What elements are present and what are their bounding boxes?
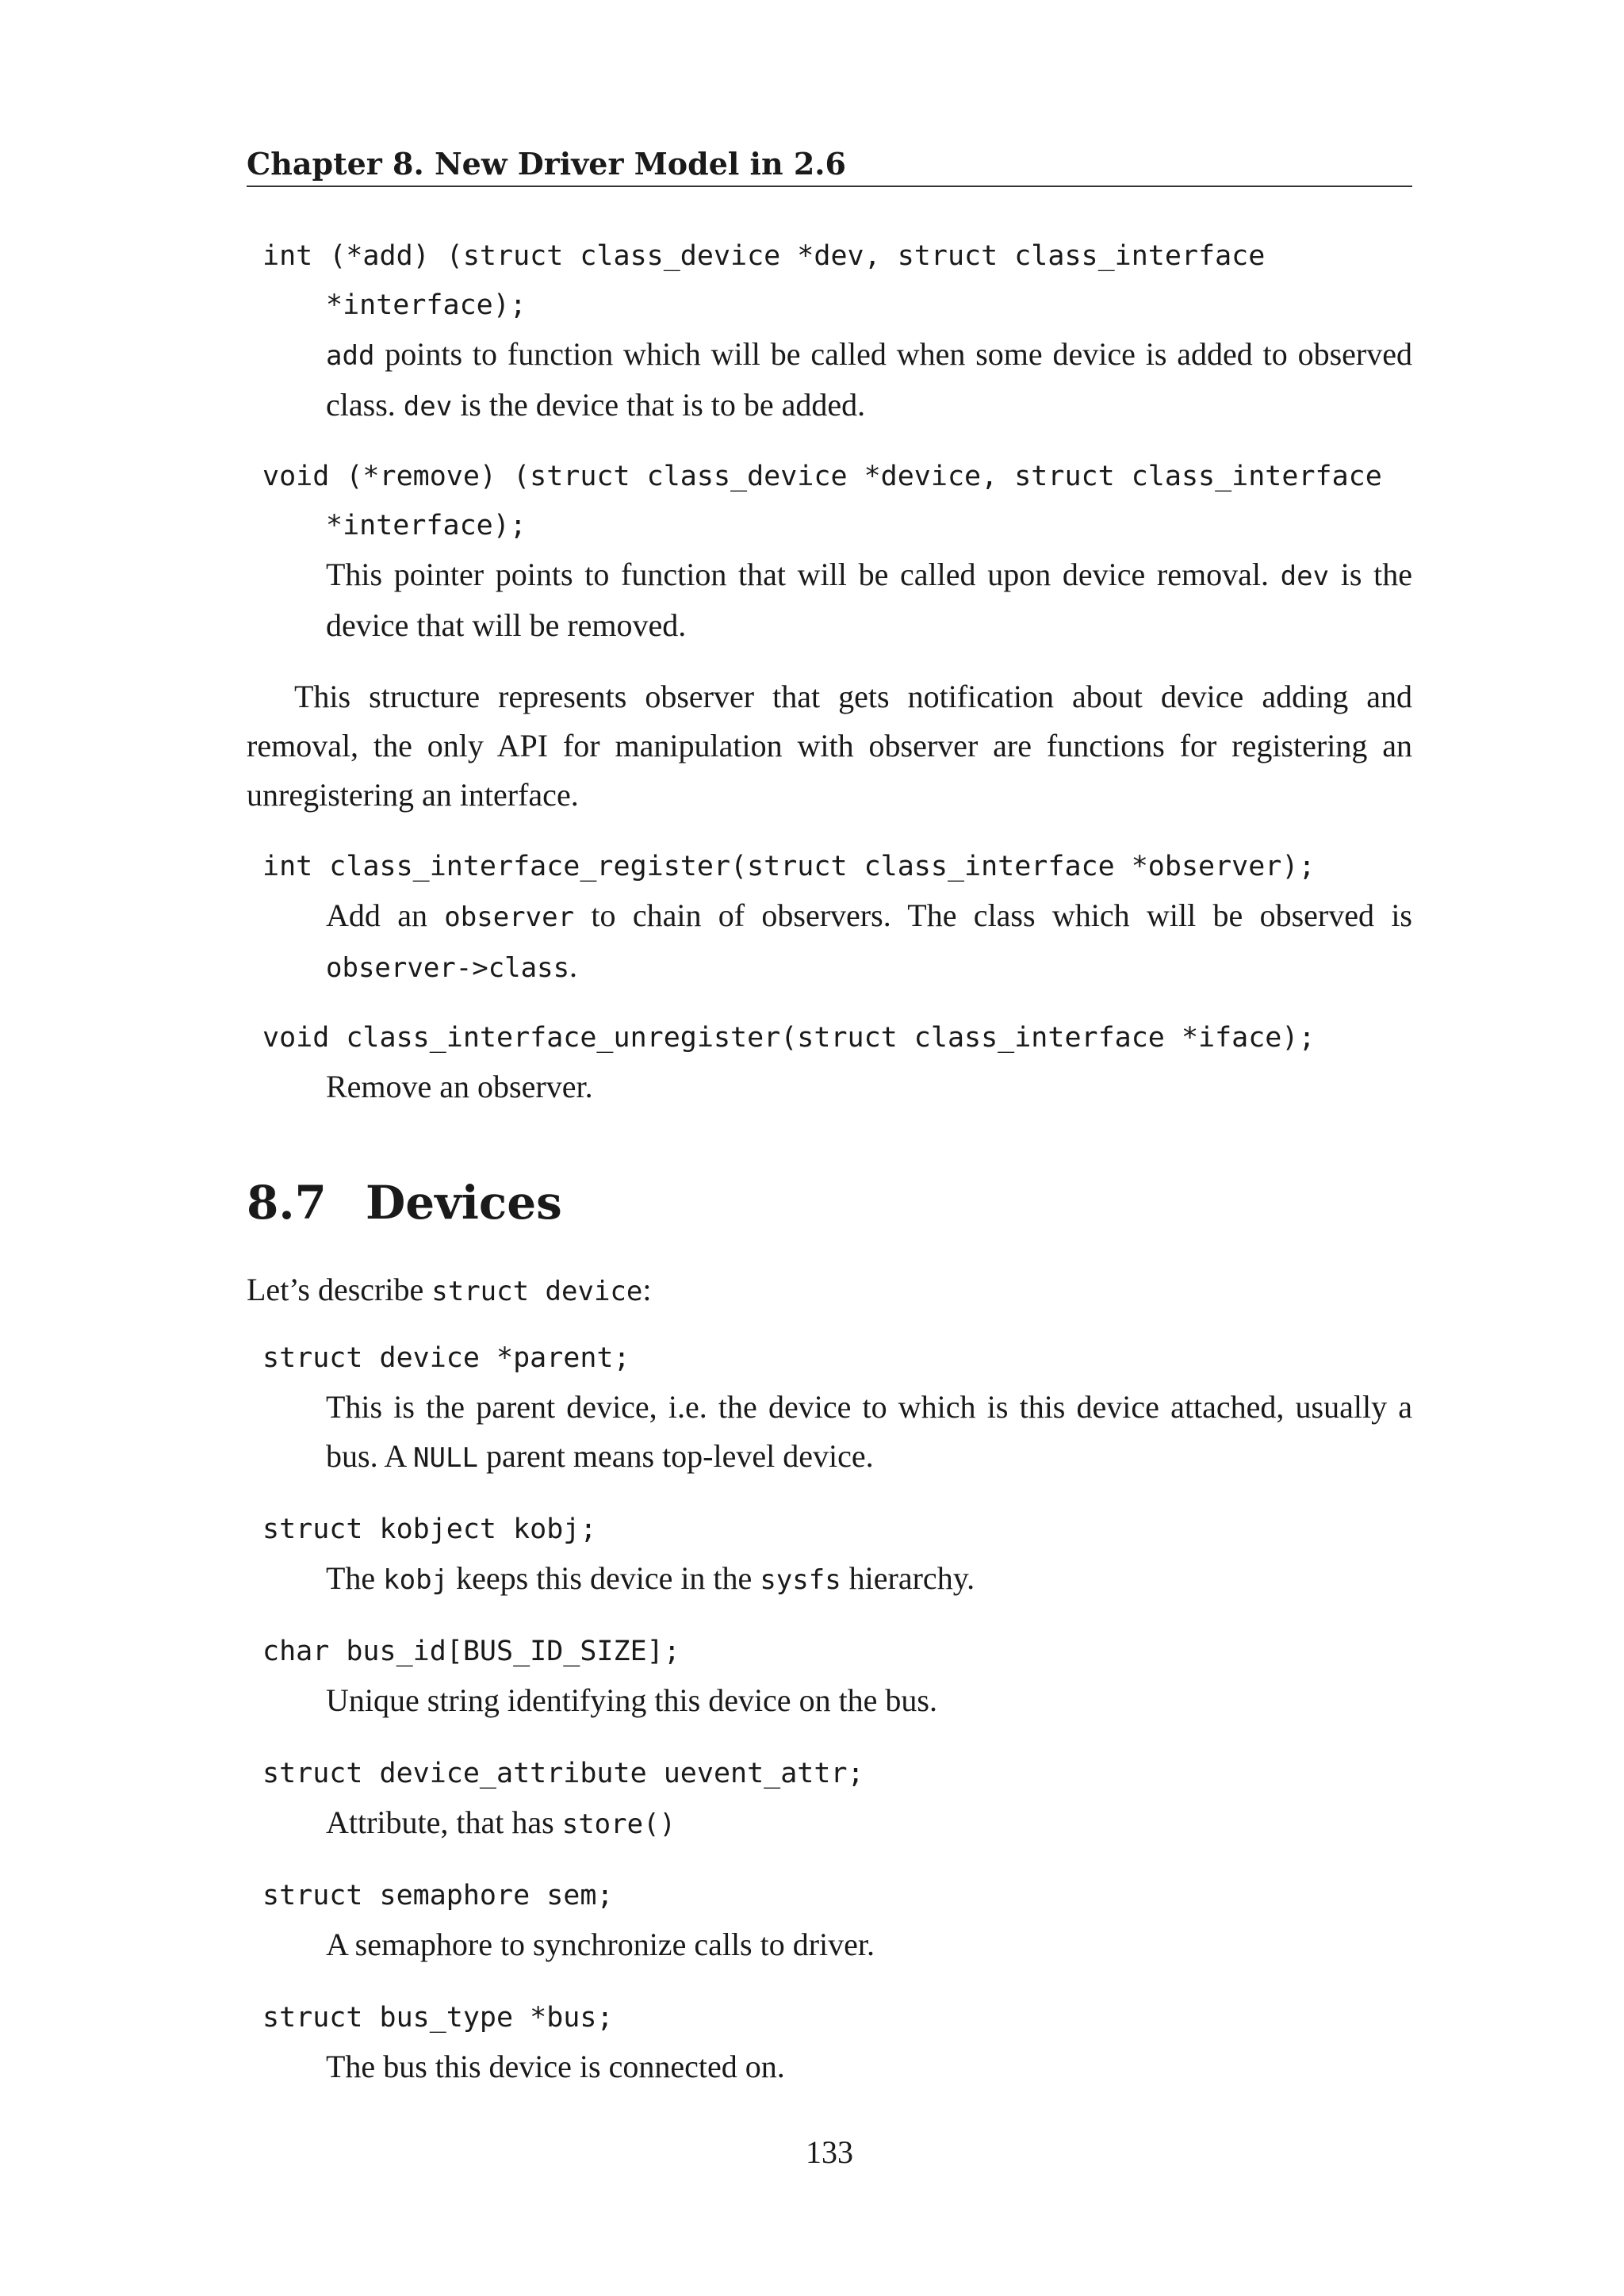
text-run: is the device that will be removed. [326,557,1413,643]
section-intro [247,1265,1412,1316]
entry-description [247,891,1412,993]
signature-line: struct device_attribute uevent_attr; [262,1758,864,1789]
signature-line: char bus_id[BUS_ID_SIZE]; [262,1636,680,1667]
entry-description [247,1676,1412,1725]
signature-line: void (*remove) (struct class_device *device, struct class_interface [262,461,1382,492]
chapter-title: Chapter 8. New Driver Model in 2.6 [247,146,846,182]
signature-line: struct semaphore sem; [262,1880,614,1911]
text-run: Remove an observer. [326,1069,593,1104]
text-run: The [326,1560,384,1596]
text-run: Let’s describe [247,1272,432,1307]
intro-paragraph [247,1265,1412,1316]
signature-line: struct bus_type *bus; [262,2002,614,2034]
section-heading [247,1175,1412,1230]
inline-code: struct device [431,1276,643,1307]
definition-entry [247,452,1412,650]
entry-description [247,2042,1412,2091]
inline-code: observer->class [326,952,570,984]
text-run: This is the parent device, i.e. the device to which is this device attached, usually a bus. A [326,1389,1412,1474]
text-run: Attribute, that has [326,1804,562,1840]
inline-code: observer [444,901,575,933]
running-head [247,143,1412,187]
body-paragraph: This structure represents observer that gets notification about device adding and removal, the only API for manipulation with observer are functions for registering an unregistering an interface. [247,679,1412,813]
signature-line: *interface); [326,289,527,321]
entry-description [247,1383,1412,1483]
text-run: Add an [326,897,445,933]
entry-description [247,1554,1412,1605]
signature-line: *interface); [326,510,527,541]
inline-code: add [326,340,375,372]
inline-code: dev [403,391,453,423]
text-run: . [569,948,578,984]
definition-entry [247,1505,1412,1605]
definition-entry [247,1627,1412,1725]
definition-entry [247,1993,1412,2091]
signature-line: int class_interface_register(struct class_interface *observer); [262,851,1316,882]
inline-code: NULL [413,1442,478,1474]
section-number: 8.7 [247,1176,327,1230]
entry-description [247,1920,1412,1969]
text-run: keeps this device in the [448,1560,760,1596]
inline-code: dev [1280,561,1330,592]
text-run: The bus this device is connected on. [326,2049,785,2084]
definition-entry [247,842,1412,993]
text-run: A semaphore to synchronize calls to driver. [326,1927,875,1962]
observer-paragraph [247,672,1412,820]
text-run: points to function which will be called when some device is added to observed class. [326,336,1412,423]
text-run: parent means top-level device. [477,1438,874,1474]
signature-line: int (*add) (struct class_device *dev, struct class_interface [262,240,1266,272]
definition-entry [247,1334,1412,1483]
signature-line: void class_interface_unregister(struct class_interface *iface); [262,1022,1316,1054]
entry-description [247,1798,1412,1849]
entry-description [247,330,1412,431]
signature-line: struct kobject kobj; [262,1513,597,1545]
text-run: This pointer points to function that will be called upon device removal. [326,557,1281,592]
section-title: Devices [366,1176,562,1230]
definition-entry [247,232,1412,431]
text-run: : [642,1272,652,1307]
entry-description [247,1062,1412,1112]
definition-entry [247,1871,1412,1969]
signature-line: struct device *parent; [262,1342,630,1374]
document-page [247,0,1412,2296]
text-run: to chain of observers. The class which will be observed is [574,897,1412,933]
inline-code: store() [561,1808,676,1840]
page-number: 133 [806,2134,853,2170]
definition-entry [247,1749,1412,1849]
inline-code: kobj [383,1564,449,1596]
definition-entry [247,1013,1412,1112]
text-run: hierarchy. [841,1560,975,1596]
inline-code: sysfs [760,1564,841,1596]
text-run: Unique string identifying this device on the bus. [326,1682,937,1718]
entry-description [247,550,1412,650]
text-run: is the device that is to be added. [452,387,866,423]
